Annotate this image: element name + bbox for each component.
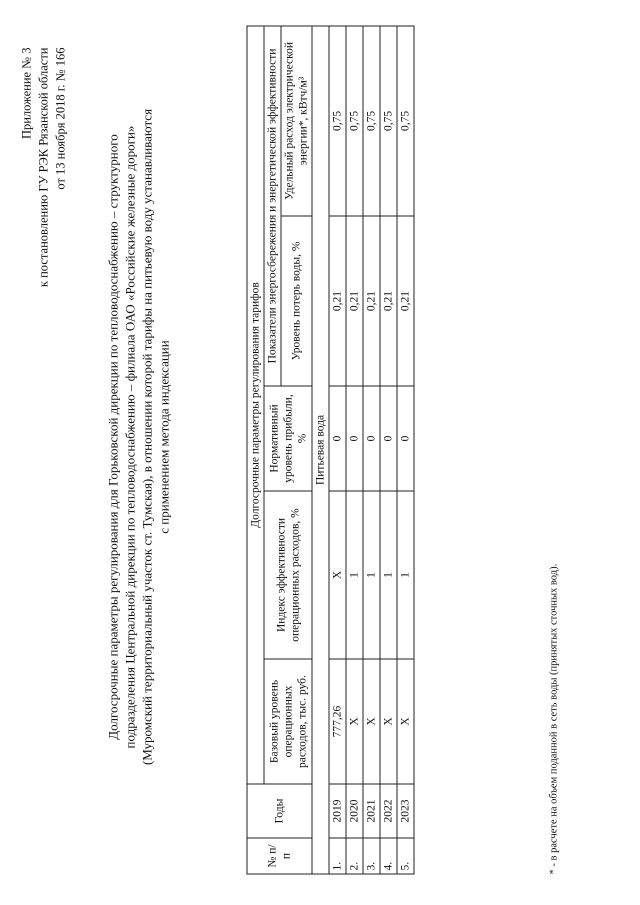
section-label-drinking-water: Питьевая вода <box>312 26 329 874</box>
header-base-level: Базовый уровень операционных расходов, тыс. руб. <box>264 659 312 784</box>
row-profit: 0 <box>329 386 346 491</box>
row-base-level: Х <box>346 659 363 784</box>
table-row <box>380 26 397 874</box>
row-electricity: 0,75 <box>329 26 346 216</box>
row-year: 2023 <box>397 784 414 838</box>
row-electricity: 0,75 <box>363 26 380 216</box>
row-efficiency: 1 <box>363 491 380 659</box>
row-year: 2021 <box>363 784 380 838</box>
row-num: 3. <box>363 838 380 874</box>
table-row <box>329 26 346 874</box>
footnote: * - в расчете на объем поданной в сеть воды (принятых сточных вод). <box>548 563 560 875</box>
table-row <box>363 26 380 874</box>
header-profit: Нормативный уровень прибыли, % <box>264 386 312 491</box>
row-num: 4. <box>380 838 397 874</box>
row-losses: 0,21 <box>363 216 380 386</box>
row-efficiency: 1 <box>346 491 363 659</box>
header-energy-group: Показатели энергосбережения и энергетической эффективности <box>264 26 281 386</box>
row-losses: 0,21 <box>397 216 414 386</box>
row-base-level: Х <box>363 659 380 784</box>
header-years: Годы <box>247 784 312 838</box>
appendix-reference: к постановлению ГУ РЭК Рязанской области <box>36 47 51 288</box>
row-num: 1. <box>329 838 346 874</box>
row-efficiency: 1 <box>380 491 397 659</box>
header-electricity: Удельный расход электрической энергии*, кВтч/м³ <box>281 26 312 216</box>
row-profit: 0 <box>363 386 380 491</box>
header-params-group: Долгосрочные параметры регулирования тарифов <box>247 26 264 784</box>
title-line-1: Долгосрочные параметры регулирования для Горьковской дирекции по тепловодоснабжению – структурного <box>105 134 121 740</box>
appendix-number: Приложение № 3 <box>19 47 34 140</box>
row-profit: 0 <box>397 386 414 491</box>
title-line-3: (Муромский территориальный участок ст. Тумская), в отношении которой тарифы на питьевую воду устанавливаются <box>139 108 155 766</box>
document-title <box>105 40 173 835</box>
parameters-table <box>247 25 415 874</box>
row-base-level: Х <box>380 659 397 784</box>
row-num: 2. <box>346 838 363 874</box>
row-base-level: 777,26 <box>329 659 346 784</box>
rotated-document-page <box>1 0 640 905</box>
row-efficiency: 1 <box>397 491 414 659</box>
row-profit: 0 <box>380 386 397 491</box>
table-row <box>346 26 363 874</box>
row-year: 2022 <box>380 784 397 838</box>
row-losses: 0,21 <box>329 216 346 386</box>
row-electricity: 0,75 <box>346 26 363 216</box>
row-profit: 0 <box>346 386 363 491</box>
row-year: 2019 <box>329 784 346 838</box>
row-losses: 0,21 <box>346 216 363 386</box>
header-efficiency: Индекс эффективности операционных расходов, % <box>264 491 312 659</box>
appendix-header <box>19 48 70 288</box>
title-line-4: с применением метода индексации <box>156 340 172 534</box>
table-row <box>397 26 414 874</box>
row-electricity: 0,75 <box>397 26 414 216</box>
header-num: № п/п <box>247 838 312 874</box>
row-electricity: 0,75 <box>380 26 397 216</box>
row-losses: 0,21 <box>380 216 397 386</box>
header-losses: Уровень потерь воды, % <box>281 216 312 386</box>
row-efficiency: Х <box>329 491 346 659</box>
row-num: 5. <box>397 838 414 874</box>
appendix-date: от 13 ноября 2018 г. № 166 <box>53 47 68 190</box>
title-line-2: подразделения Центральной дирекции по тепловодоснабжению – филиала ОАО «Российские железные дороги» <box>122 125 138 749</box>
row-year: 2020 <box>346 784 363 838</box>
row-base-level: Х <box>397 659 414 784</box>
